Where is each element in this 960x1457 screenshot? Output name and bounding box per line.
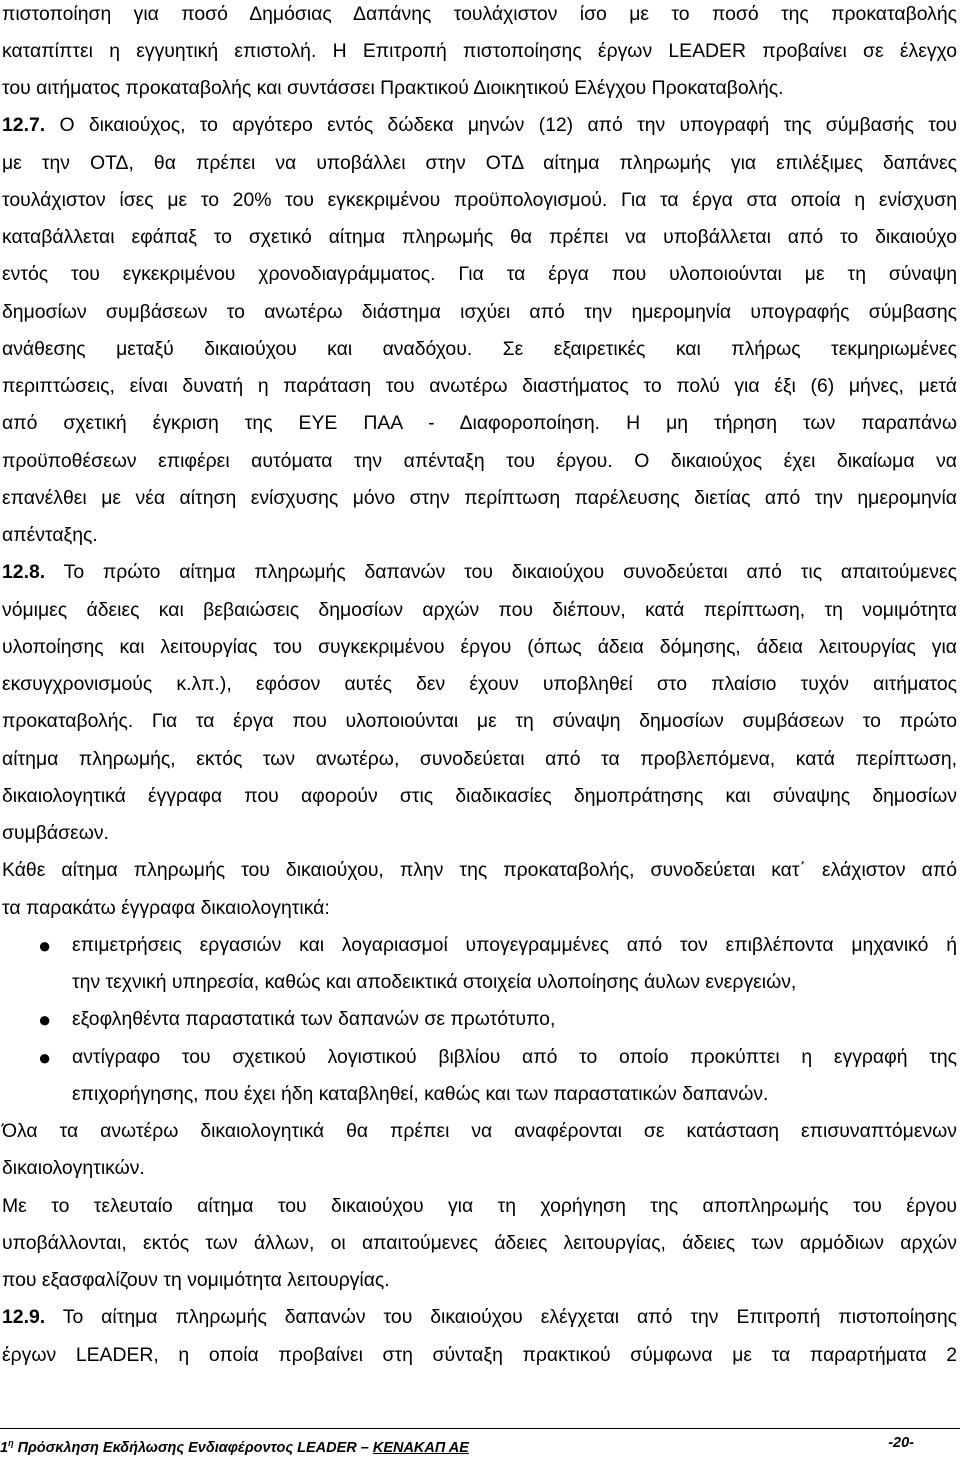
page-number: -20- bbox=[888, 1435, 914, 1451]
text-line: Με το τελευταίο αίτημα του δικαιούχου για τη χορήγηση της αποπληρωμής του έργου bbox=[2, 1195, 957, 1217]
text-line: εκσυγχρονισμούς κ.λπ.), εφόσον αυτές δεν έχουν υποβληθεί στο πλαίσιο τυχόν αιτήματος bbox=[2, 673, 957, 695]
text-line: επανέλθει με νέα αίτηση ενίσχυσης μόνο στην περίπτωση παρέλευσης διετίας από την ημερομηνία bbox=[2, 487, 957, 509]
footer-ordinal: η bbox=[8, 1438, 14, 1448]
footer-number: 1 bbox=[0, 1440, 9, 1456]
text-line: πιστοποίηση για ποσό Δημόσιας Δαπάνης τουλάχιστον ίσο με το ποσό της προκαταβολής bbox=[2, 3, 957, 25]
text-line: καταπίπτει η εγγυητική επιστολή. Η Επιτροπή πιστοποίησης έργων LEADER προβαίνει σε έλεγχο bbox=[2, 40, 957, 62]
text-line: τα παρακάτω έγγραφα δικαιολογητικά: bbox=[2, 897, 330, 919]
text-line: με την ΟΤΔ, θα πρέπει να υποβάλλει στην ΟΤΔ αίτημα πληρωμής για επιλέξιμες δαπάνες bbox=[2, 152, 957, 174]
text-line: προϋποθέσεων επιφέρει αυτόματα την απένταξη του έργου. Ο δικαιούχος έχει δικαίωμα να bbox=[2, 450, 957, 472]
text-line: έργων LEADER, η οποία προβαίνει στη σύνταξη πρακτικού σύμφωνα με τα παραρτήματα 2 bbox=[2, 1344, 957, 1366]
text-line: νόμιμες άδειες και βεβαιώσεις δημοσίων αρχών που διέπουν, κατά περίπτωση, τη νομιμότητα bbox=[2, 599, 957, 621]
list-item-continuation: την τεχνική υπηρεσία, καθώς και αποδεικτικά στοιχεία υλοποίησης άυλων ενεργειών, bbox=[72, 971, 797, 993]
footer-organization: ΚΕΝΑΚΑΠ ΑΕ bbox=[372, 1440, 469, 1456]
text-line: συμβάσεων. bbox=[2, 822, 109, 844]
bullet-icon: ● bbox=[38, 933, 52, 958]
text-line: που εξασφαλίζουν τη νομιμότητα λειτουργίας. bbox=[2, 1269, 390, 1291]
footer-divider bbox=[0, 1428, 960, 1429]
section-number-12-7: 12.7. bbox=[2, 114, 46, 136]
text-line: υποβάλλονται, εκτός των άλλων, οι απαιτούμενες άδειες λειτουργίας, άδειες των αρμόδιων αρχών bbox=[2, 1232, 957, 1254]
text-line: δικαιολογητικά έγγραφα που αφορούν στις διαδικασίες δημοπράτησης και σύναψης δημοσίων bbox=[2, 785, 957, 807]
text-line: Ο δικαιούχος, το αργότερο εντός δώδεκα μηνών (12) από την υπογραφή της σύμβασής του bbox=[59, 114, 958, 136]
text-line: αίτημα πληρωμής, εκτός των ανωτέρω, συνοδεύεται από τα προβλεπόμενα, κατά περίπτωση, bbox=[2, 748, 957, 770]
bullet-icon: ● bbox=[38, 1007, 52, 1032]
footer-title bbox=[0, 1434, 469, 1457]
text-line: Όλα τα ανωτέρω δικαιολογητικά θα πρέπει να αναφέρονται σε κατάσταση επισυναπτόμενων bbox=[2, 1120, 957, 1142]
text-line: δημοσίων συμβάσεων το ανωτέρω διάστημα ισχύει από την ημερομηνία υπογραφής σύμβασης bbox=[2, 301, 957, 323]
text-line: Το πρώτο αίτημα πληρωμής δαπανών του δικαιούχου συνοδεύεται από τις απαιτούμενες bbox=[63, 561, 957, 583]
text-line: Κάθε αίτημα πληρωμής του δικαιούχου, πλην της προκαταβολής, συνοδεύεται κατ΄ ελάχιστον από bbox=[2, 859, 957, 881]
paragraph-12-7-first-line bbox=[2, 113, 957, 138]
paragraph-12-9-first-line bbox=[2, 1305, 957, 1330]
text-line: από σχετική έγκριση της ΕΥΕ ΠΑΑ - Διαφοροποίηση. Η μη τήρηση των παραπάνω bbox=[2, 412, 957, 434]
text-line: ανάθεσης μεταξύ δικαιούχου και αναδόχου. Σε εξαιρετικές και πλήρως τεκμηριωμένες bbox=[2, 338, 957, 360]
text-line: τουλάχιστον ίσες με το 20% του εγκεκριμένου προϋπολογισμού. Για τα έργα στα οποία η ενίσχυση bbox=[2, 189, 957, 211]
list-item: επιμετρήσεις εργασιών και λογαριασμοί υπογεγραμμένες από τον επιβλέποντα μηχανικό ή bbox=[72, 934, 957, 956]
text-line: εντός του εγκεκριμένου χρονοδιαγράμματος. Για τα έργα που υλοποιούνται με τη σύναψη bbox=[2, 263, 957, 285]
section-number-12-9: 12.9. bbox=[2, 1306, 46, 1328]
text-line: προκαταβολής. Για τα έργα που υλοποιούνται με τη σύναψη δημοσίων συμβάσεων το πρώτο bbox=[2, 710, 957, 732]
text-line: Το αίτημα πληρωμής δαπανών του δικαιούχου ελέγχεται από την Επιτροπή πιστοποίησης bbox=[62, 1306, 957, 1328]
list-item-continuation: επιχορήγησης, που έχει ήδη καταβληθεί, καθώς και των παραστατικών δαπανών. bbox=[72, 1083, 769, 1105]
section-number-12-8: 12.8. bbox=[2, 561, 46, 583]
text-line: δικαιολογητικών. bbox=[2, 1157, 145, 1179]
bullet-icon: ● bbox=[38, 1045, 52, 1070]
text-line: του αιτήματος προκαταβολής και συντάσσει Πρακτικού Διοικητικού Ελέγχου Προκαταβολής. bbox=[2, 77, 784, 99]
list-item: αντίγραφο του σχετικού λογιστικού βιβλίου από το οποίο προκύπτει η εγγραφή της bbox=[72, 1046, 957, 1068]
text-line: καταβάλλεται εφάπαξ το σχετικό αίτημα πληρωμής θα πρέπει να υποβάλλεται από το δικαιούχο bbox=[2, 226, 957, 248]
footer-title-main: Πρόσκληση Εκδήλωσης Ενδιαφέροντος LEADER – bbox=[13, 1440, 373, 1456]
text-line: απένταξης. bbox=[2, 524, 98, 546]
list-item: εξοφληθέντα παραστατικά των δαπανών σε πρωτότυπο, bbox=[72, 1008, 556, 1030]
paragraph-12-8-first-line bbox=[2, 560, 957, 585]
text-line: υλοποίησης και λειτουργίας του συγκεκριμένου έργου (όπως άδεια δόμησης, άδεια λειτουργίας για bbox=[2, 636, 957, 658]
text-line: περιπτώσεις, είναι δυνατή η παράταση του ανωτέρω διαστήματος το πολύ για έξι (6) μήνες, μετά bbox=[2, 375, 957, 397]
